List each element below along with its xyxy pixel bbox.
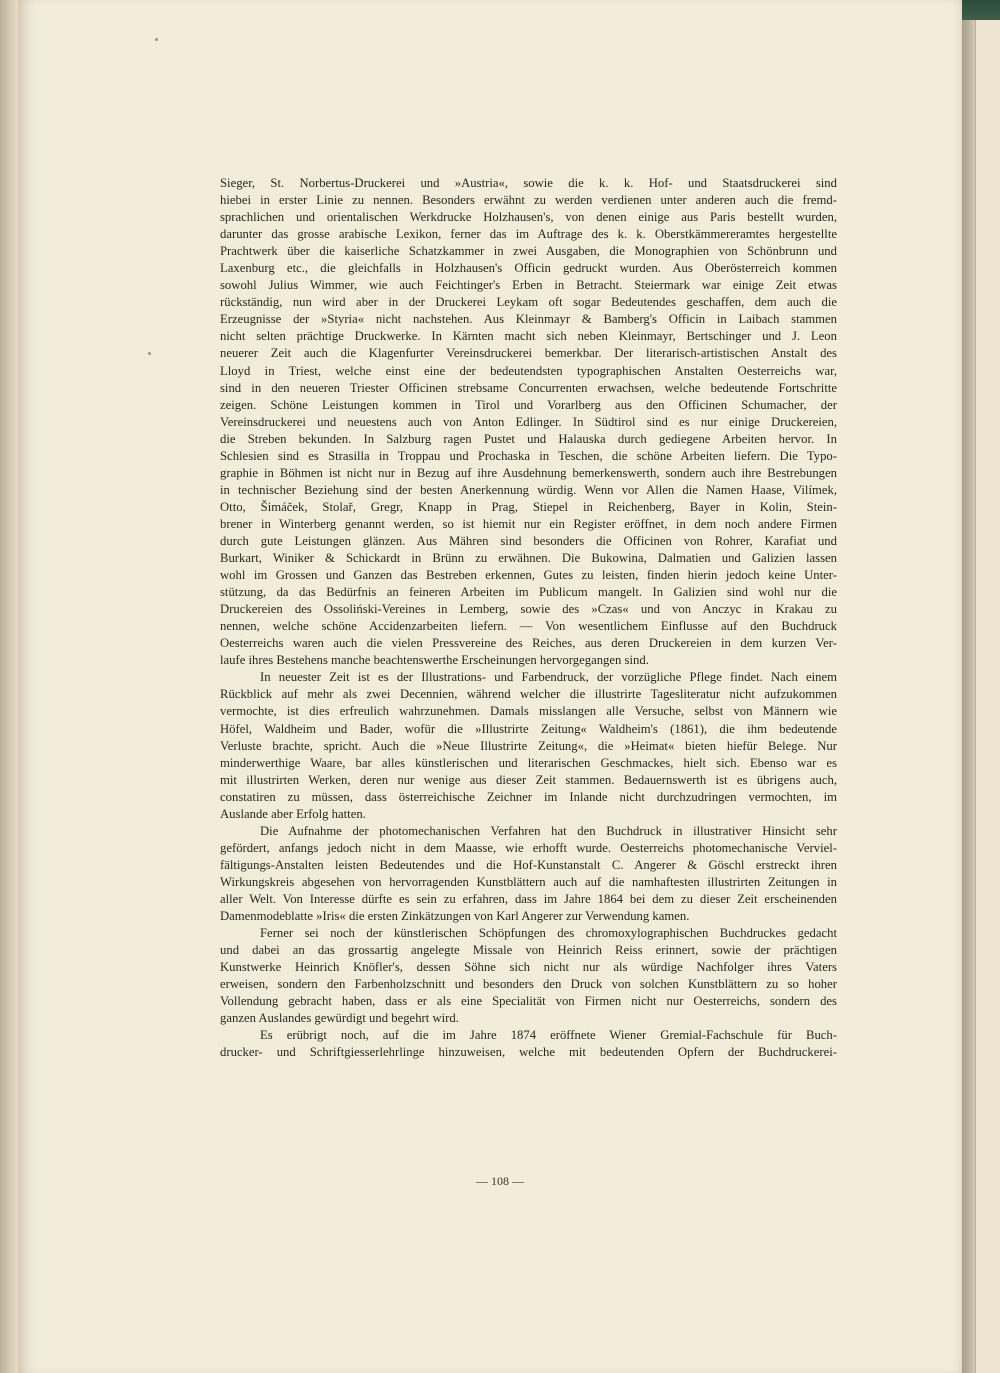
text-line: neuerer Zeit auch die Klagenfurter Vereinsdruckerei bemerkbar. Der literarisch-artistischen Anstalt des: [220, 346, 837, 361]
text-line: mit illustrirten Werken, deren nur wenige aus dieser Zeit stammen. Bedauernswerth ist es übrigens auch,: [220, 772, 837, 787]
cover-corner: [962, 0, 1000, 20]
text-line: hiebei in erster Linie zu nennen. Besonders erwähnt zu werden verdienen unter anderen auch die fremd-: [220, 193, 837, 208]
text-line: Vereinsdruckerei und neuestens auch von Anton Edlinger. In Südtirol sind es nur einige Druckereien,: [220, 414, 837, 429]
text-line: Lloyd in Triest, welche einst eine der bedeutendsten typographischen Anstalten Oesterreichs war,: [220, 363, 837, 378]
text-line: sprachlichen und orientalischen Werkdrucke Holzhausen's, von denen einige aus Paris bestellt wurden,: [220, 210, 837, 225]
text-line: erweisen, sondern den Farbenholzschnitt und besonders den Druck von solchen Kunstblättern zu so hoher: [220, 977, 837, 992]
text-line: Damenmodeblatte »Iris« die ersten Zinkätzungen von Karl Angerer zur Verwendung kamen.: [220, 909, 690, 924]
text-line: Burkart, Winiker & Schickardt in Brünn zu erwähnen. Die Bukowina, Dalmatien und Galizien lassen: [220, 551, 837, 566]
text-line: brener in Winterberg genannt werden, so ist hiemit nur ein Register eröffnet, in dem noch andere Firmen: [220, 516, 837, 531]
text-line: Es erübrigt noch, auf die im Jahre 1874 eröffnete Wiener Gremial-Fachschule für Buch-: [260, 1028, 837, 1043]
text-line: Erzeugnisse der »Styria« nicht nachstehen. Aus Kleinmayr & Bamberg's Officin in Laibach stammen: [220, 312, 837, 327]
text-line: In neuester Zeit ist es der Illustrations- und Farbendruck, der vorzügliche Pflege findet. Nach einem: [260, 670, 837, 685]
text-line: Schlesien sind es Strasilla in Troppau und Prochaska in Teschen, die schöne Arbeiten liefern. Die Typo-: [220, 448, 837, 463]
paper-speck: [155, 38, 158, 41]
facing-page-edge: [975, 0, 1000, 1373]
text-line: Höfel, Waldheim und Bader, wofür die »Illustrirte Zeitung« Waldheim's (1861), die ihm bedeutende: [220, 721, 837, 736]
text-line: Rückblick auf mehr als zwei Decennien, während welcher die illustrirte Tagesliteratur nicht aufzukommen: [220, 687, 837, 702]
text-line: Auslande aber Erfolg hatten.: [220, 806, 366, 821]
text-line: Sieger, St. Norbertus-Druckerei und »Austria«, sowie die k. k. Hof- und Staatsdruckerei sind: [220, 176, 837, 190]
page-number: — 108 —: [476, 1174, 524, 1188]
paper-speck: [148, 352, 151, 355]
text-line: vermochte, ist dies erfreulich wahrzunehmen. Damals misslangen alle Versuche, selbst von Männern wie: [220, 704, 837, 719]
text-line: wohl im Grossen und Ganzen das Bestreben erkennen, Gutes zu leisten, finden hierin jedoch keine Unter-: [220, 568, 837, 583]
text-line: Vollendung gebracht haben, dass er als eine Specialität von Firmen nicht nur Oesterreichs, sondern des: [220, 994, 837, 1009]
left-binding-edge: [0, 0, 18, 1373]
text-line: Druckereien des Ossoliński-Vereines in Lemberg, sowie des »Czas« und von Anczyc in Krakau zu: [220, 602, 837, 617]
text-line: rückständig, nun wird aber in der Druckerei Leykam oft sogar Bedeutendes geschaffen, dem auch die: [220, 295, 837, 310]
text-line: aller Welt. Von Interesse dürfte es sein zu erfahren, dass im Jahre 1864 bei dem zu dieser Zeit erscheinenden: [220, 891, 837, 906]
text-line: minderwerthige Waare, bar alles künstlerischen und literarischen Geschmackes, hielt sich. Ebenso war es: [220, 755, 837, 770]
text-line: nicht selten prächtige Druckwerke. In Kärnten macht sich neben Kleinmayr, Bertschinger und J. Leon: [220, 329, 837, 344]
text-line: zeigen. Schöne Leistungen kommen in Tirol und Vorarlberg aus den Officinen Schumacher, der: [220, 397, 837, 412]
text-line: Prachtwerk über die kaiserliche Schatzkammer in zwei Ausgaben, die Monographien von Schönbrunn und: [220, 244, 837, 259]
text-line: und dabei an das grossartig angelegte Missale von Heinrich Reiss erinnert, sowie der prächtigen: [220, 943, 837, 958]
text-line: Otto, Šimáček, Stolař, Gregr, Knapp in Prag, Stiepel in Reichenberg, Bayer in Kolin, Stein-: [220, 499, 837, 514]
text-line: sind in den neueren Triester Officinen strebsame Concurrenten erwachsen, welche bedeutende Fortschritte: [220, 380, 837, 395]
text-line: Die Aufnahme der photomechanischen Verfahren hat den Buchdruck in illustrativer Hinsicht sehr: [260, 823, 837, 838]
text-line: Verluste brachte, spricht. Auch die »Neue Illustrirte Zeitung«, die »Heimat« bieten hiefür Belege. Nur: [220, 738, 837, 753]
text-line: durch gute Leistungen glänzen. Aus Mähren sind besonders die Officinen von Rohrer, Karafiat und: [220, 533, 837, 548]
text-line: in technischer Beziehung sind der besten Anerkennung würdig. Wenn vor Allen die Namen Haase, Vilímek,: [220, 482, 837, 497]
text-line: ganzen Auslandes gewürdigt und begehrt wird.: [220, 1011, 459, 1026]
text-line: Wirkungskreis abgesehen von hervorragenden Kunstblättern auch auf die namhaftesten illustrirten Zeitungen in: [220, 874, 837, 889]
text-line: sowohl Julius Wimmer, wie auch Feichtinger's Erben in Betracht. Steiermark war einige Zeit etwas: [220, 278, 837, 293]
text-line: nennen, welche schöne Accidenzarbeiten liefern. — Von wesentlichem Einflusse auf den Buchdruck: [220, 619, 837, 634]
body-text: [220, 175, 837, 1061]
text-line: Kunstwerke Heinrich Knöfler's, dessen Söhne sich nicht nur als würdige Nachfolger ihres Vaters: [220, 960, 837, 975]
text-line: stützung, da das Bedürfnis an feineren Arbeiten im Publicum mangelt. In Galizien sind wohl nur die: [220, 585, 837, 600]
text-line: drucker- und Schriftgiesserlehrlinge hinzuweisen, welche mit bedeutenden Opfern der Buchdruckerei-: [220, 1045, 837, 1060]
text-line: Laxenburg etc., die gleichfalls in Holzhausen's Officin gedruckt wurden. Aus Oberösterreich kommen: [220, 261, 837, 276]
text-line: Oesterreichs waren auch die vielen Pressvereine des Reiches, aus deren Druckereien in dem kurzen Ver-: [220, 636, 837, 651]
text-line: constatiren zu müssen, dass österreichische Zeichner im Inlande nicht durchzudringen vermochten, im: [220, 789, 837, 804]
text-line: Ferner sei noch der künstlerischen Schöpfungen des chromoxylographischen Buchdruckes gedacht: [260, 926, 837, 941]
text-line: fältigungs-Anstalten leisten Bedeutendes und die Hof-Kunstanstalt C. Angerer & Göschl erstreckt ihren: [220, 857, 837, 872]
text-line: darunter das grosse arabische Lexikon, ferner das im Auftrage des k. k. Oberstkämmereramtes hergestellte: [220, 227, 837, 242]
text-line: gefördert, anfangs jedoch nicht in dem Maasse, wie erhofft wurde. Oesterreichs photomechanische Verviel-: [220, 840, 837, 855]
text-line: die Streben bekunden. In Salzburg ragen Pustet und Halauska durch gediegene Arbeiten hervor. In: [220, 431, 837, 446]
text-line: laufe ihres Bestehens manche beachtenswerthe Erscheinungen hervorgegangen sind.: [220, 653, 649, 668]
text-line: graphie in Böhmen ist nicht nur in Bezug auf ihre Ausdehnung bemerkenswerth, sondern auch ihre Bestrebungen: [220, 465, 837, 480]
